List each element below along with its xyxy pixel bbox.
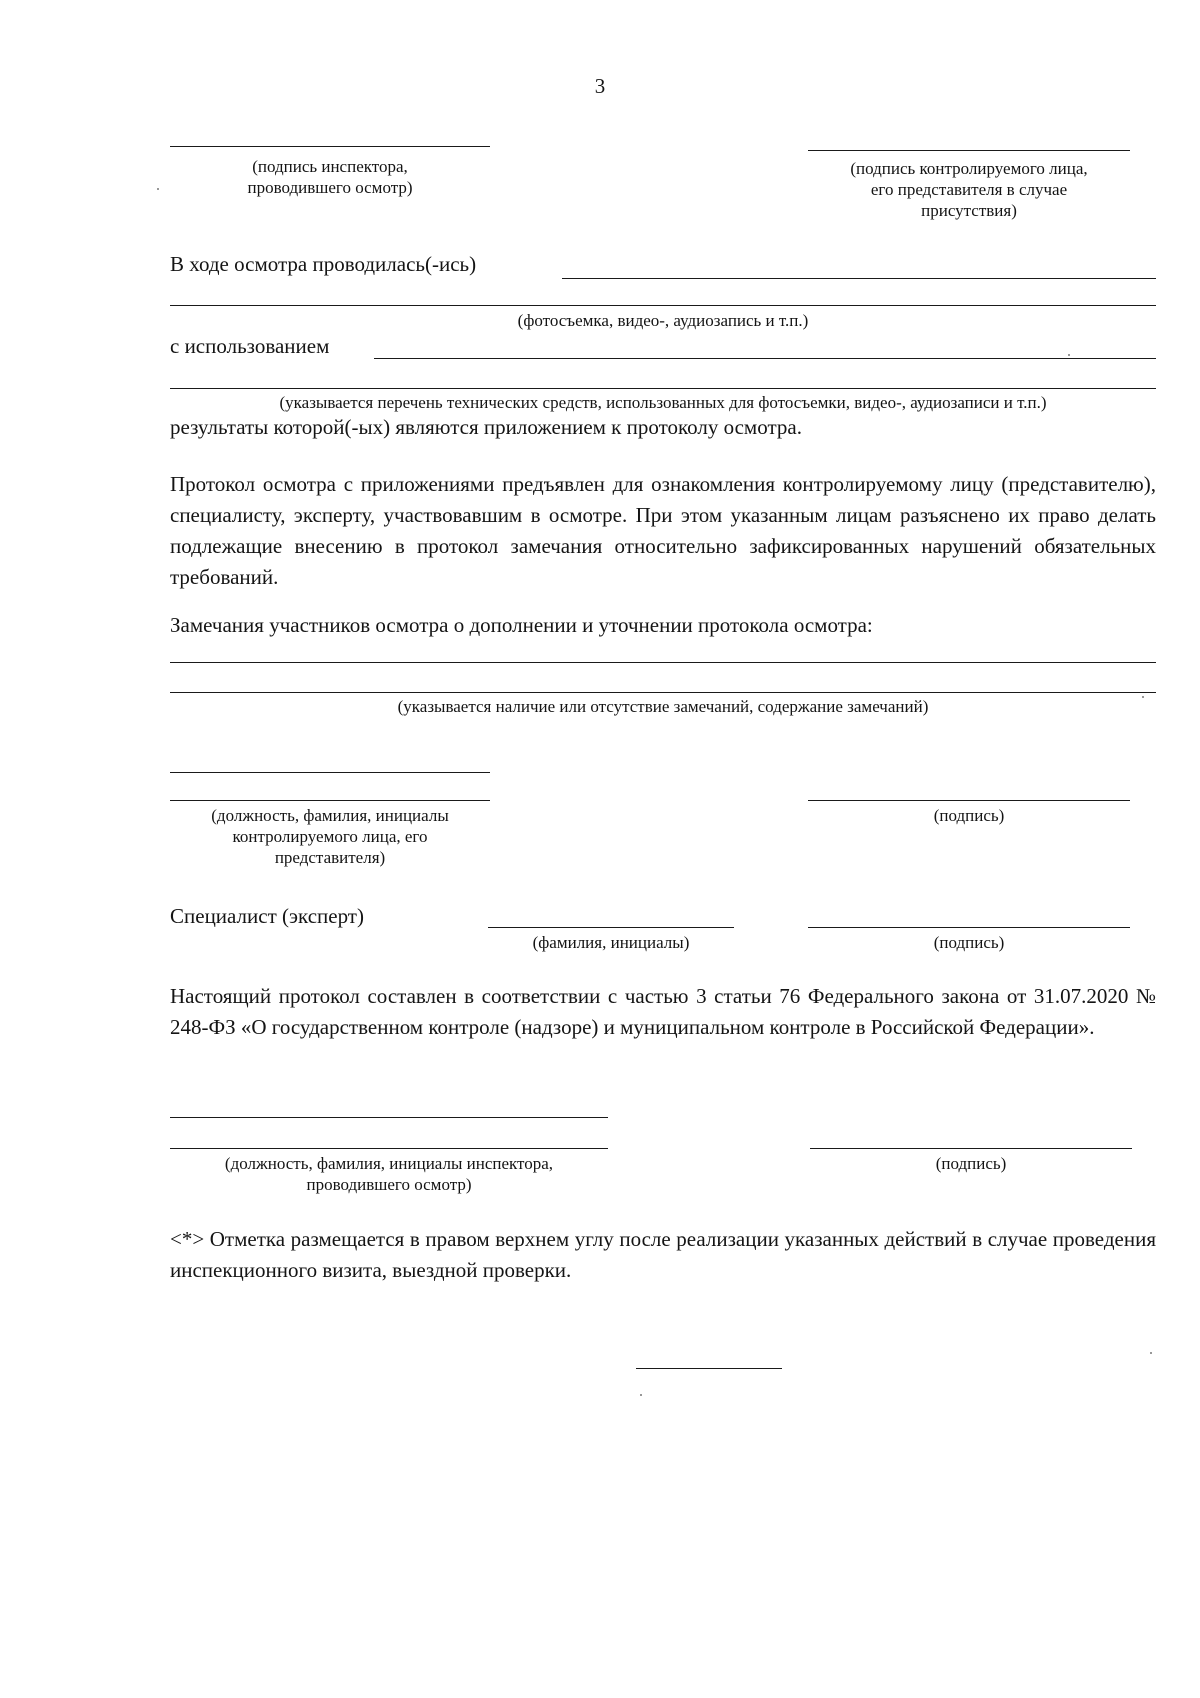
scan-speck: [1150, 1352, 1152, 1354]
remarks-caption: (указывается наличие или отсутствие замечаний, содержание замечаний): [397, 697, 929, 716]
scan-speck: [157, 188, 159, 190]
inspector-signature-caption-2: (подпись): [935, 1154, 1007, 1173]
recording-line-2: [170, 305, 1156, 306]
scan-speck: [640, 1394, 642, 1396]
recording-label: В ходе осмотра проводилась(-ись): [170, 252, 477, 276]
equipment-line-1: [374, 358, 1156, 359]
controlled-signature-line: [808, 150, 1130, 151]
remarks-line-1: [170, 662, 1156, 663]
inspector-position-caption: (должность, фамилия, инициалы инспектора, проводившего осмотр): [224, 1154, 554, 1194]
recording-caption: (фотосъемка, видео-, аудиозапись и т.п.): [517, 311, 809, 330]
inspector-position-line-1: [170, 1117, 608, 1118]
specialist-label: Специалист (эксперт): [170, 904, 364, 928]
inspector-position-line-2: [170, 1148, 608, 1149]
remarks-label: Замечания участников осмотра о дополнении и уточнении протокола осмотра:: [170, 613, 873, 637]
controlled-person-signature-caption: (подпись): [933, 806, 1005, 825]
remarks-line-2: [170, 692, 1156, 693]
controlled-person-line-2: [170, 800, 490, 801]
equipment-result-text: результаты которой(-ых) являются приложением к протоколу осмотра.: [170, 415, 802, 439]
page-number: 3: [594, 74, 606, 98]
inspector-signature-line-2: [810, 1148, 1132, 1149]
controlled-signature-caption: (подпись контролируемого лица, его представителя в случае присутствия): [850, 159, 1088, 220]
scan-speck: [1142, 696, 1144, 698]
specialist-signature-line: [808, 927, 1130, 928]
controlled-person-caption: (должность, фамилия, инициалы контролируемого лица, его представителя): [211, 806, 449, 867]
equipment-caption: (указывается перечень технических средств, использованных для фотосъемки, видео-, аудиозаписи и т.п.): [279, 393, 1047, 412]
specialist-signature-caption: (подпись): [933, 933, 1005, 952]
inspector-signature-caption: (подпись инспектора, проводившего осмотр): [247, 157, 413, 197]
scan-speck: [1068, 354, 1070, 356]
specialist-name-line: [488, 927, 734, 928]
equipment-label: с использованием: [170, 334, 330, 358]
equipment-line-2: [170, 388, 1156, 389]
footnote: <*> Отметка размещается в правом верхнем углу после реализации указанных действий в случае проведения инспекционного визита, выездной проверки.: [170, 1227, 1156, 1282]
recording-line-1: [562, 278, 1156, 279]
protocol-paragraph: Протокол осмотра с приложениями предъявлен для ознакомления контролируемому лицу (представителю), специалисту, эксперту, участвовавшим в осмотре. При этом указанным лицам разъяснено их право делать подлежащие внесению в протокол замечания относительно зафиксированных нарушений обязательных требований.: [170, 472, 1156, 589]
inspector-signature-line: [170, 146, 490, 147]
controlled-person-line-1: [170, 772, 490, 773]
controlled-person-signature-line: [808, 800, 1130, 801]
closing-rule: [636, 1368, 782, 1369]
law-paragraph: Настоящий протокол составлен в соответствии с частью 3 статьи 76 Федерального закона от 31.07.2020 № 248-ФЗ «О государственном контроле (надзоре) и муниципальном контроле в Российской Федерации».: [170, 984, 1156, 1039]
specialist-name-caption: (фамилия, инициалы): [532, 933, 690, 952]
